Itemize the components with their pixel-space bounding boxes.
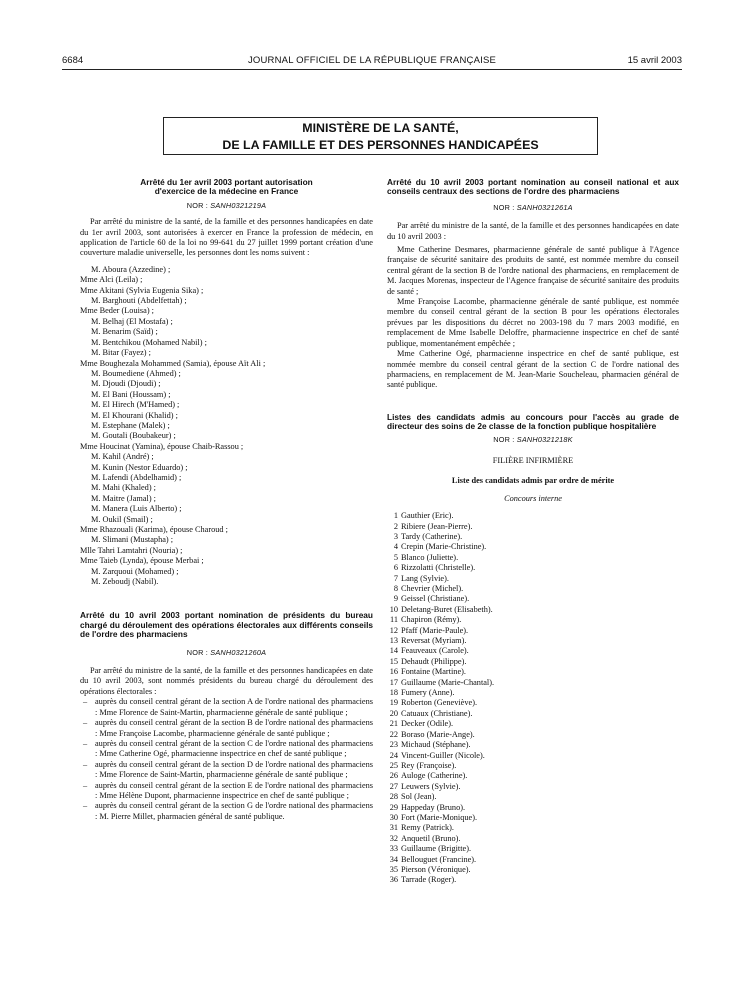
candidate-name: Anquetil (Bruno). bbox=[401, 833, 461, 843]
name-entry: Mme Houcinat (Yamina), épouse Chaib-Rassou ; bbox=[80, 441, 244, 451]
article-2-list bbox=[80, 697, 373, 822]
candidate-row bbox=[387, 823, 679, 833]
candidate-name: Tarrade (Roger). bbox=[401, 875, 457, 885]
name-entry: M. Zeboudj (Nabil). bbox=[91, 577, 159, 587]
appointment-item: – auprès du conseil central gérant de la section A de l'ordre national des pharmaciens : Mme Florence de Saint-Martin, pharmacienne générale de santé publique ; bbox=[80, 697, 373, 718]
appointment-item: – auprès du conseil central gérant de la section G de l'ordre national des pharmaciens : M. Pierre Millet, pharmacien général de santé publique. bbox=[80, 801, 373, 822]
candidate-name: Remy (Patrick). bbox=[401, 823, 454, 833]
candidate-name: Pfaff (Marie-Paule). bbox=[401, 625, 469, 635]
article-2-title: Arrêté du 10 avril 2003 portant nomination de présidents du bureau chargé du déroulement des opérations électorales aux différents conseils de l'ordre des pharmaciens bbox=[80, 610, 373, 640]
candidate-row bbox=[387, 813, 679, 823]
candidate-row bbox=[387, 751, 679, 761]
nor-label: NOR : bbox=[493, 434, 517, 444]
candidate-row bbox=[387, 709, 679, 719]
candidate-row bbox=[387, 698, 679, 708]
name-entry: M. Goutali (Boubakeur) ; bbox=[91, 431, 176, 441]
candidate-row bbox=[387, 563, 679, 573]
candidate-name: Leuwers (Sylvie). bbox=[401, 781, 461, 791]
candidate-rank: 15 bbox=[389, 656, 398, 666]
name-entry: M. Djoudi (Djoudi) ; bbox=[91, 379, 161, 389]
ministry-box bbox=[163, 117, 598, 155]
candidate-name: Deletang-Buret (Elisabeth). bbox=[401, 604, 493, 614]
left-column bbox=[80, 178, 373, 822]
candidate-row bbox=[387, 605, 679, 615]
article-1-body: Par arrêté du ministre de la santé, de la famille et des personnes handicapées en date du 1er avril 2003, sont autorisées à exercer en France la profession de médecin, en application de l'article 60 de la loi no 99-641 du 27 juillet 1999 portant création d'une couverture maladie universelle, les personnes dont les noms suivent : bbox=[80, 217, 373, 258]
candidate-rank: 5 bbox=[393, 552, 398, 562]
article-3-paragraph: Mme Catherine Desmares, pharmacienne générale de santé publique à l'Agence française de sécurité sanitaire des produits de santé, est nommée membre du conseil central gérant de la section B de l'ordre national des pharmaciens, en remplacement de M. Jacques Morenas, inspecteur de l'Agence française de sécurité sanitaire des produits de santé ; bbox=[387, 245, 679, 296]
name-entry: M. Barghouti (Abdelfettah) ; bbox=[91, 296, 187, 306]
candidate-rank: 1 bbox=[393, 511, 398, 521]
candidate-row bbox=[387, 875, 679, 885]
candidate-rank: 13 bbox=[389, 636, 398, 646]
candidate-rank: 11 bbox=[390, 615, 398, 625]
candidate-rank: 3 bbox=[393, 531, 398, 541]
candidate-list bbox=[387, 511, 679, 886]
candidate-name: Reversat (Myriam). bbox=[401, 636, 467, 646]
candidate-row bbox=[387, 594, 679, 604]
candidate-row bbox=[387, 522, 679, 532]
candidate-name: Happeday (Bruno). bbox=[401, 802, 466, 812]
candidate-name: Chevrier (Michel). bbox=[401, 584, 464, 593]
candidate-rank: 16 bbox=[389, 667, 398, 677]
candidate-row bbox=[387, 615, 679, 625]
article-4-nor bbox=[387, 435, 679, 445]
candidate-name: Chapiron (Rémy). bbox=[401, 615, 462, 625]
name-entry: M. Slimani (Mustapha) ; bbox=[91, 535, 174, 545]
name-entry: M. El Bani (Houssam) ; bbox=[91, 389, 171, 399]
name-entry: M. Aboura (Azzedine) ; bbox=[91, 264, 171, 274]
name-entry: Mme Akitani (Sylvia Eugenia Sika) ; bbox=[80, 285, 204, 295]
ministry-line-1: MINISTÈRE DE LA SANTÉ, bbox=[302, 121, 459, 135]
candidate-rank: 7 bbox=[393, 573, 398, 583]
name-entry: Mme Boughezala Mohammed (Samia), épouse Aït Ali ; bbox=[80, 358, 266, 368]
candidate-name: Dehaudt (Philippe). bbox=[401, 656, 467, 666]
candidate-rank: 29 bbox=[389, 802, 398, 812]
candidate-name: Boraso (Marie-Ange). bbox=[401, 729, 475, 739]
candidate-row bbox=[387, 730, 679, 740]
candidate-rank: 25 bbox=[389, 760, 398, 770]
name-entry: M. Manera (Luis Alberto) ; bbox=[91, 504, 182, 514]
candidate-row bbox=[387, 553, 679, 563]
candidate-row bbox=[387, 855, 679, 865]
candidate-rank: 17 bbox=[389, 677, 398, 687]
candidate-row bbox=[387, 771, 679, 781]
candidate-rank: 21 bbox=[389, 719, 398, 729]
appointment-item: – auprès du conseil central gérant de la section C de l'ordre national des pharmaciens : Mme Catherine Ogé, pharmacienne inspectrice en chef de santé publique ; bbox=[80, 739, 373, 760]
name-entry: Mme Beder (Louisa) ; bbox=[80, 306, 154, 316]
candidate-rank: 26 bbox=[389, 771, 398, 781]
candidate-name: Sol (Jean). bbox=[401, 792, 437, 802]
candidate-rank: 4 bbox=[393, 542, 398, 552]
candidate-row bbox=[387, 803, 679, 813]
nor-code: SANH0321218K bbox=[516, 434, 573, 444]
candidate-row bbox=[387, 584, 679, 594]
candidate-row bbox=[387, 636, 679, 646]
candidate-name: Fort (Marie-Monique). bbox=[401, 812, 478, 822]
candidate-rank: 9 bbox=[393, 594, 398, 604]
article-3-title: Arrêté du 10 avril 2003 portant nomination au conseil national et aux conseils centraux des sections de l'ordre des pharmaciens bbox=[387, 177, 679, 197]
candidate-name: Catuaux (Christiane). bbox=[401, 708, 473, 718]
candidate-rank: 24 bbox=[389, 750, 398, 760]
nor-code: SANH0321261A bbox=[516, 202, 573, 212]
candidate-rank: 18 bbox=[389, 688, 398, 698]
candidate-row bbox=[387, 792, 679, 802]
article-1-title bbox=[80, 178, 373, 197]
article-3-nor bbox=[387, 203, 679, 213]
candidate-name: Vincent-Guiller (Nicole). bbox=[401, 750, 485, 760]
candidate-rank: 27 bbox=[389, 781, 398, 791]
article-1-title-line-2: d'exercice de la médecine en France bbox=[154, 186, 299, 197]
candidate-name: Bellouguet (Francine). bbox=[401, 854, 477, 864]
nor-code: SANH0321219A bbox=[210, 200, 267, 210]
candidate-rank: 6 bbox=[393, 563, 398, 573]
candidate-rank: 14 bbox=[389, 646, 398, 656]
candidate-name: Fontaine (Martine). bbox=[401, 667, 466, 677]
article-2-intro: Par arrêté du ministre de la santé, de la famille et des personnes handicapées en date du 10 avril 2003, sont nommés présidents du bureau chargé du déroulement des opérations électorales : bbox=[80, 666, 373, 696]
article-1-nor bbox=[80, 201, 373, 211]
candidate-rank: 8 bbox=[393, 584, 398, 593]
candidate-name: Rey (Françoise). bbox=[401, 760, 457, 770]
candidate-row bbox=[387, 834, 679, 844]
candidate-name: Ribiere (Jean-Pierre). bbox=[401, 521, 473, 531]
page-number: 6684 bbox=[62, 55, 84, 66]
candidate-name: Roberton (Geneviève). bbox=[401, 698, 478, 708]
name-entry: Mme Taieb (Lynda), épouse Merbai ; bbox=[80, 556, 204, 566]
candidate-name: Decker (Odile). bbox=[401, 719, 454, 729]
candidate-row bbox=[387, 865, 679, 875]
name-entry: Mlle Tahri Lamtahri (Nouria) ; bbox=[80, 545, 183, 555]
name-entry: M. Oukil (Smail) ; bbox=[91, 514, 153, 524]
candidate-name: Pierson (Véronique). bbox=[401, 864, 471, 874]
list-heading: Liste des candidats admis par ordre de mérite bbox=[451, 476, 615, 486]
appointment-item: – auprès du conseil central gérant de la section B de l'ordre national des pharmaciens : Mme Françoise Lacombe, pharmacienne générale de santé publique ; bbox=[80, 718, 373, 739]
name-entry: M. Maitre (Jamal) ; bbox=[91, 493, 156, 503]
candidate-row bbox=[387, 657, 679, 667]
article-4-title: Listes des candidats admis au concours pour l'accès au grade de directeur des soins de 2e classe de la fonction publique hospitalière bbox=[387, 411, 679, 432]
nor-label: NOR : bbox=[186, 200, 211, 210]
concours-heading: Concours interne bbox=[504, 493, 562, 503]
candidate-rank: 36 bbox=[389, 875, 398, 885]
candidate-rank: 12 bbox=[389, 625, 398, 635]
candidate-row bbox=[387, 626, 679, 636]
name-entry: M. Mahi (Khaled) ; bbox=[91, 483, 156, 493]
candidate-rank: 19 bbox=[389, 698, 398, 708]
candidate-name: Auloge (Catherine). bbox=[401, 771, 468, 781]
candidate-rank: 35 bbox=[389, 864, 398, 874]
name-entry: M. Benarim (Saïd) ; bbox=[91, 327, 158, 337]
candidate-name: Tardy (Catherine). bbox=[401, 531, 463, 541]
candidate-name: Blanco (Juliette). bbox=[401, 552, 459, 562]
candidate-row bbox=[387, 761, 679, 771]
candidate-row bbox=[387, 782, 679, 792]
ministry-line-2: DE LA FAMILLE ET DES PERSONNES HANDICAPÉES bbox=[222, 138, 539, 152]
candidate-row bbox=[387, 678, 679, 688]
candidate-rank: 2 bbox=[393, 521, 398, 531]
name-entry: M. Boumediene (Ahmed) ; bbox=[91, 368, 181, 378]
candidate-name: Crepin (Marie-Christine). bbox=[401, 542, 487, 552]
candidate-rank: 30 bbox=[389, 812, 398, 822]
candidate-name: Lang (Sylvie). bbox=[401, 573, 449, 583]
name-entry: M. Kunin (Nestor Eduardo) ; bbox=[91, 462, 188, 472]
name-entry: M. Belhaj (El Mostafa) ; bbox=[91, 316, 173, 326]
candidate-rank: 32 bbox=[389, 833, 398, 843]
candidate-name: Guillaume (Brigitte). bbox=[401, 844, 472, 854]
candidate-rank: 28 bbox=[389, 792, 398, 802]
candidate-row bbox=[387, 542, 679, 552]
candidate-row bbox=[387, 646, 679, 656]
candidate-name: Rizzolatti (Christelle). bbox=[401, 563, 476, 573]
article-3-paragraph: Mme Françoise Lacombe, pharmacienne générale de santé publique, est nommée membre du conseil central gérant de la section B pour les opérations électorales prévues par les dispositions du décret no 2003-198 du 7 mars 2003 modifié, en remplacement de Mme Isabelle Deloffre, pharmacienne inspectrice en chef de santé publique, momentanément empêchée ; bbox=[387, 297, 679, 348]
candidate-row bbox=[387, 532, 679, 542]
candidate-rank: 10 bbox=[389, 604, 398, 614]
name-entry: Mme Rhazouali (Karima), épouse Charoud ; bbox=[80, 525, 228, 534]
candidate-name: Gauthier (Eric). bbox=[401, 511, 454, 521]
name-list bbox=[80, 265, 373, 588]
candidate-rank: 34 bbox=[389, 854, 398, 864]
name-entry: M. Bitar (Fayez) ; bbox=[91, 348, 151, 358]
journal-title: JOURNAL OFFICIEL DE LA RÉPUBLIQUE FRANÇAISE bbox=[247, 55, 497, 66]
article-1-title-line-1: Arrêté du 1er avril 2003 portant autorisation bbox=[140, 177, 313, 187]
filiere-heading: FILIÈRE INFIRMIÈRE bbox=[492, 455, 574, 465]
candidate-name: Geissel (Christiane). bbox=[401, 594, 470, 604]
appointment-item: – auprès du conseil central gérant de la section E de l'ordre national des pharmaciens : Mme Hélène Dupont, pharmacienne inspectrice en chef de santé publique ; bbox=[80, 781, 373, 802]
candidate-rank: 31 bbox=[389, 823, 398, 833]
candidate-name: Feauveaux (Carole). bbox=[401, 646, 469, 656]
nor-label: NOR : bbox=[493, 202, 517, 212]
candidate-row bbox=[387, 740, 679, 750]
nor-code: SANH0321260A bbox=[210, 647, 267, 657]
candidate-name: Fumery (Anne). bbox=[401, 688, 455, 698]
candidate-rank: 23 bbox=[389, 740, 398, 750]
page-header bbox=[62, 55, 682, 69]
article-3-paragraph: Mme Catherine Ogé, pharmacienne inspectrice en chef de santé publique, est nommée membre du conseil central gérant de la section C de l'ordre national des pharmaciens, en remplacement de M. Jean-Marie Soucheleau, pharmacien général de santé publique. bbox=[387, 349, 679, 390]
candidate-row bbox=[387, 688, 679, 698]
candidate-row bbox=[387, 719, 679, 729]
article-3-paragraph: Par arrêté du ministre de la santé, de la famille et des personnes handicapées en date du 10 avril 2003 : bbox=[387, 221, 679, 241]
article-2-nor bbox=[80, 648, 373, 658]
candidate-name: Michaud (Stéphane). bbox=[401, 740, 471, 750]
candidate-rank: 33 bbox=[389, 844, 398, 854]
candidate-name: Guillaume (Marie-Chantal). bbox=[401, 677, 495, 687]
name-entry: M. Kahil (André) ; bbox=[91, 452, 154, 462]
right-column bbox=[387, 178, 679, 886]
name-entry: M. Estephane (Malek) ; bbox=[91, 420, 170, 430]
article-3-body bbox=[387, 221, 679, 391]
candidate-row bbox=[387, 667, 679, 677]
candidate-rank: 20 bbox=[389, 708, 398, 718]
candidate-row bbox=[387, 844, 679, 854]
candidate-row bbox=[387, 574, 679, 584]
name-entry: M. El Hirech (M'Hamed) ; bbox=[91, 400, 180, 410]
name-entry: Mme Alci (Leila) ; bbox=[80, 275, 143, 285]
name-entry: M. Zarquoui (Mohamed) ; bbox=[91, 566, 179, 576]
candidate-rank: 22 bbox=[389, 729, 398, 739]
name-entry: M. Bentchikou (Mohamed Nabil) ; bbox=[91, 337, 207, 347]
nor-label: NOR : bbox=[186, 647, 211, 657]
appointment-item: – auprès du conseil central gérant de la section D de l'ordre national des pharmaciens : Mme Florence de Saint-Martin, pharmacienne générale de santé publique ; bbox=[80, 760, 373, 781]
name-entry: M. El Khourani (Khalid) ; bbox=[91, 410, 178, 420]
publication-date: 15 avril 2003 bbox=[627, 55, 682, 66]
name-entry: M. Lafendi (Abdelhamid) ; bbox=[91, 472, 182, 482]
candidate-row bbox=[387, 511, 679, 521]
header-rule bbox=[62, 69, 682, 70]
